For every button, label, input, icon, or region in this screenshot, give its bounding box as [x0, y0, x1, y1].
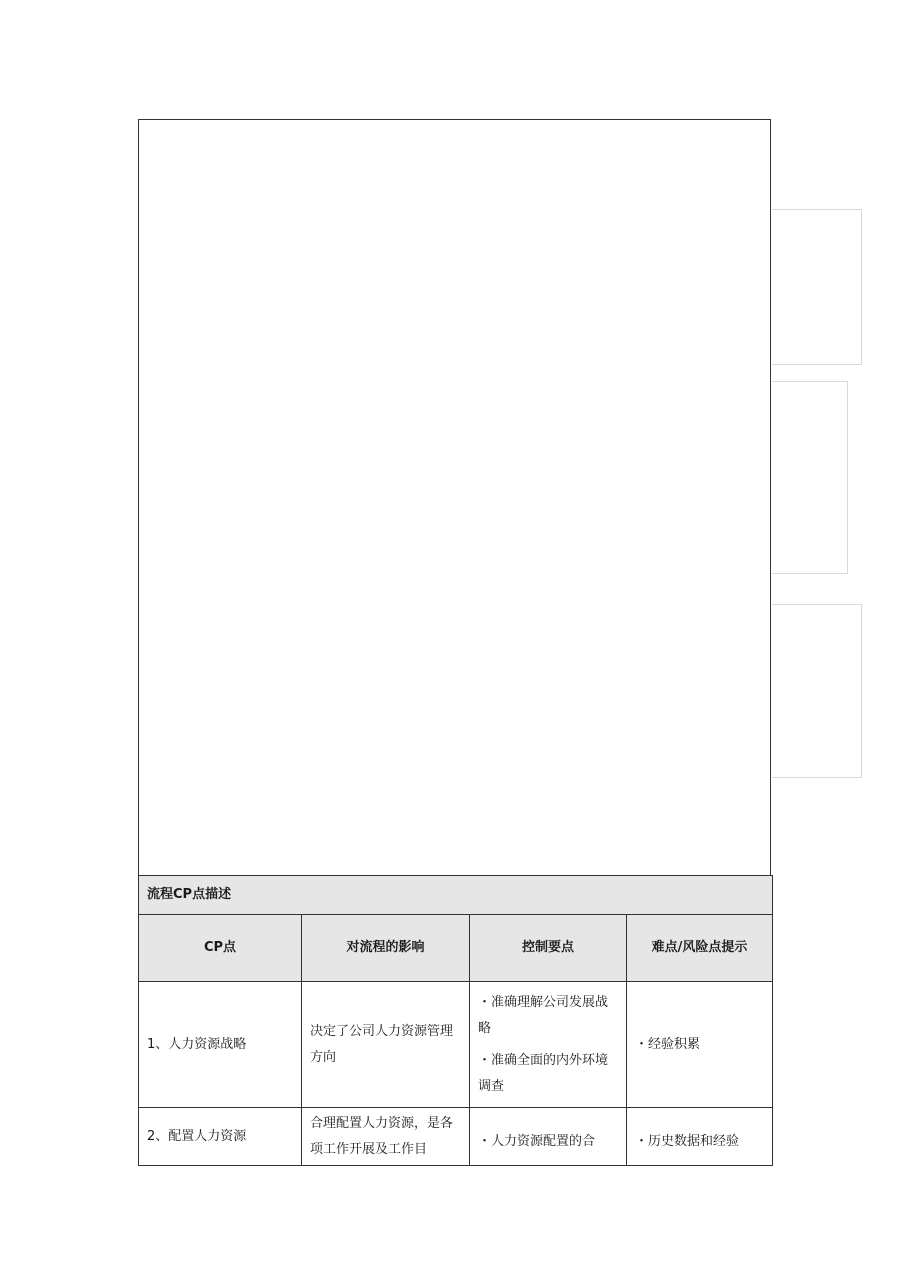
table-row — [139, 1108, 773, 1166]
control-points-cell — [470, 1108, 627, 1166]
cp-cell: 1、人力资源战略 — [139, 982, 302, 1108]
control-point: ・人力资源配置的合 — [478, 1133, 596, 1149]
section-title: 流程CP点描述 — [139, 876, 773, 915]
header-control-points: 控制要点 — [470, 915, 627, 982]
control-points-cell — [470, 982, 627, 1108]
flowchart-area — [138, 119, 771, 875]
side-panel-3 — [772, 604, 862, 778]
side-panel-2 — [772, 381, 848, 574]
header-cp: CP点 — [139, 915, 302, 982]
risk-cell: ・经验积累 — [627, 982, 773, 1108]
risk-cell: ・历史数据和经验 — [627, 1108, 773, 1166]
header-impact: 对流程的影响 — [302, 915, 470, 982]
side-panel-1 — [772, 209, 862, 365]
impact-cell: 决定了公司人力资源管理方向 — [302, 982, 470, 1108]
cp-cell: 2、配置人力资源 — [139, 1108, 302, 1166]
header-risk: 难点/风险点提示 — [627, 915, 773, 982]
table-row — [139, 982, 773, 1108]
control-point: ・准确理解公司发展战略 — [478, 994, 609, 1036]
cp-table — [138, 875, 773, 1166]
impact-cell: 合理配置人力资源，是各项工作开展及工作目 — [302, 1108, 470, 1166]
control-point: ・准确全面的内外环境调查 — [478, 1052, 609, 1094]
table-header-row — [139, 915, 773, 982]
